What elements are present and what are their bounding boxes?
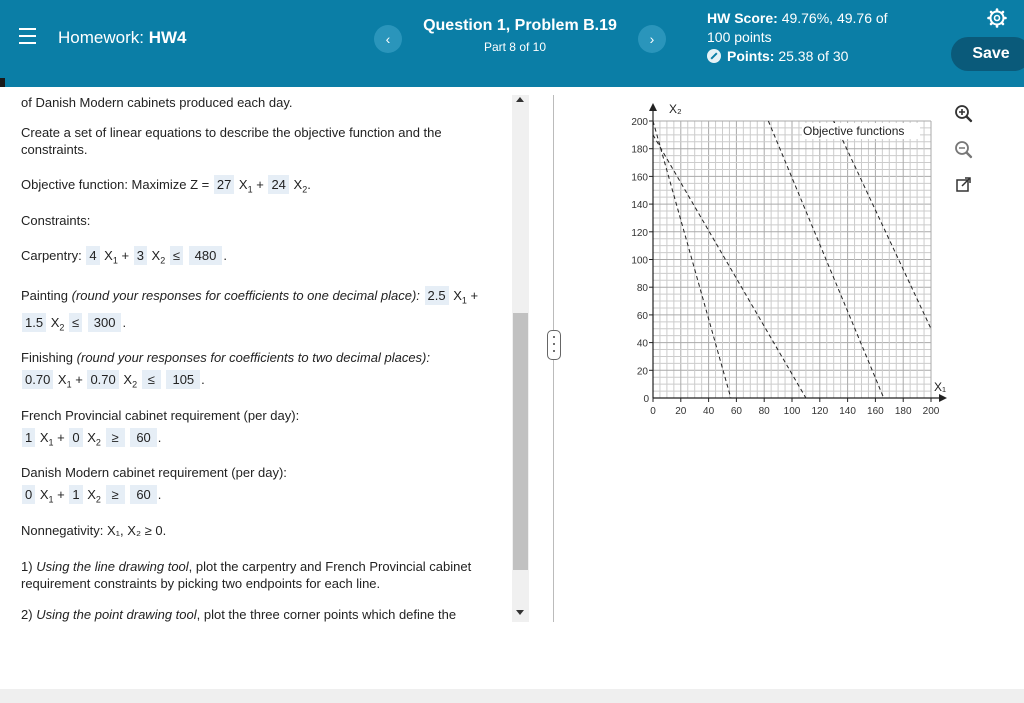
menu-icon[interactable] — [19, 28, 36, 44]
carpentry-label: Carpentry: — [21, 248, 82, 263]
pane-resize-handle[interactable] — [547, 330, 561, 360]
step2-emphasis: Using the point drawing tool — [36, 607, 197, 622]
y-axis-label: X₂ — [669, 102, 682, 116]
homework-name: HW4 — [148, 28, 187, 47]
y-tick-label: 160 — [631, 172, 648, 184]
finishing-label-line — [21, 349, 501, 366]
y-tick-label: 20 — [636, 366, 648, 378]
instruction-1 — [21, 558, 501, 592]
zoom-in-icon[interactable] — [953, 103, 975, 125]
y-axis-arrow-icon — [649, 103, 657, 111]
french-label: French Provincial cabinet requirement (per day): — [21, 408, 300, 423]
dm-relation[interactable]: ≥ — [106, 485, 125, 504]
bottom-bar — [0, 689, 1024, 703]
fin-relation[interactable]: ≤ — [142, 370, 161, 389]
x-axis-arrow-icon — [939, 394, 947, 402]
y-tick-label: 200 — [631, 117, 648, 128]
x-tick-label: 100 — [783, 406, 801, 417]
paint-coef-1[interactable]: 2.5 — [425, 286, 449, 305]
constraints-label: Constraints: — [21, 213, 91, 228]
carpentry-constraint: Carpentry: 4 $X_1 + 3$ $X_2 \le 480$ . — [21, 248, 227, 266]
objective-function: Objective function: Maximize Z = 27 $X_1 + 24$ $X_2$. — [21, 177, 311, 195]
x-tick-label: 0 — [650, 406, 656, 417]
partial-credit-icon — [707, 49, 721, 63]
finishing-label: Finishing — [21, 350, 74, 365]
question-pane — [0, 87, 512, 627]
step2-num: 2) — [21, 607, 33, 622]
legend-objective-functions: Objective functions — [803, 124, 905, 138]
dm-coef-1[interactable]: 0 — [22, 485, 35, 504]
zoom-out-icon[interactable] — [953, 139, 975, 161]
graph-area[interactable] — [620, 95, 950, 425]
x-tick-label: 60 — [730, 406, 742, 417]
fin-coef-2[interactable]: 0.70 — [87, 370, 118, 389]
hw-score — [707, 9, 888, 47]
dm-rhs[interactable]: 60 — [130, 485, 156, 504]
prev-question-button[interactable]: ‹ — [374, 25, 402, 53]
x-tick-label: 20 — [675, 406, 687, 417]
save-button[interactable]: Save — [951, 37, 1024, 71]
obj-coef-1[interactable]: 27 — [214, 175, 234, 194]
homework-prefix: Homework: — [58, 28, 144, 47]
grid — [653, 121, 931, 398]
question-intro: Create a set of linear equations to describe the objective function and the constraints. — [21, 125, 442, 157]
question-title: Question 1, Problem B.19 — [423, 17, 617, 34]
hw-score-label: HW Score: — [707, 10, 778, 26]
y-tick-label: 40 — [636, 338, 648, 350]
y-tick-label: 60 — [636, 310, 648, 322]
carp-coef-2[interactable]: 3 — [134, 246, 147, 265]
danish-constraint: 0 $X_1 + 1$ $X_2 \ge 60$ . — [21, 485, 501, 509]
fr-coef-2[interactable]: 0 — [69, 428, 82, 447]
danish-label: Danish Modern cabinet requirement (per day): — [21, 465, 287, 480]
question-text-top: of Danish Modern cabinets produced each day. — [21, 95, 293, 110]
fr-rhs[interactable]: 60 — [130, 428, 156, 447]
carp-relation[interactable]: ≤ — [170, 246, 183, 265]
y-tick-label: 80 — [636, 283, 648, 295]
step1-rest: , plot the carpentry and French Provincial cabinet requirement constraints by picking two endpoints for each line. — [21, 559, 472, 591]
instruction-2 — [21, 606, 501, 623]
finishing-note: (round your responses for coefficients to two decimal places): — [76, 350, 430, 365]
fr-relation[interactable]: ≥ — [106, 428, 125, 447]
popout-icon[interactable] — [953, 174, 975, 196]
top-bar — [0, 0, 1024, 87]
dm-coef-2[interactable]: 1 — [69, 485, 82, 504]
x-axis-label: X₁ — [934, 380, 947, 394]
paint-rhs[interactable]: 300 — [88, 313, 122, 332]
nonnegativity: Nonnegativity: X₁, X₂ ≥ 0. — [21, 523, 167, 538]
y-tick-label: 100 — [631, 255, 648, 267]
settings-gear-icon[interactable] — [987, 8, 1007, 28]
paint-relation[interactable]: ≤ — [69, 313, 82, 332]
paint-coef-2[interactable]: 1.5 — [22, 313, 46, 332]
homework-title[interactable] — [58, 28, 186, 48]
x-tick-label: 200 — [922, 406, 940, 417]
points-label: Points: — [727, 48, 775, 64]
obj-coef-2[interactable]: 24 — [268, 175, 288, 194]
x-tick-label: 120 — [811, 406, 829, 417]
french-constraint: 1 $X_1 + 0$ $X_2 \ge 60$ . — [21, 428, 501, 452]
y-tick-label: 180 — [631, 144, 648, 156]
next-question-button[interactable]: › — [638, 25, 666, 53]
step1-emphasis: Using the line drawing tool — [36, 559, 189, 574]
step1-num: 1) — [21, 559, 33, 574]
scroll-down-arrow-icon[interactable] — [516, 610, 524, 615]
x-tick-label: 40 — [703, 406, 715, 417]
x-tick-label: 180 — [894, 406, 912, 417]
painting-constraint-line1: Painting (round your responses for coefficients to one decimal place): 2.5 $X_1$ + — [21, 288, 479, 306]
painting-label: Painting — [21, 288, 68, 303]
painting-note: (round your responses for coefficients to one decimal place): — [71, 288, 420, 303]
finishing-constraint: 0.70 $X_1 + 0.70$ $X_2 \le 105$ . — [21, 370, 501, 394]
fin-rhs[interactable]: 105 — [166, 370, 200, 389]
y-tick-label: 0 — [643, 394, 649, 405]
hw-score-points: 100 points — [707, 29, 772, 45]
step2-rest: , plot the three corner points which define the — [196, 607, 457, 622]
scrollbar-thumb[interactable] — [513, 313, 528, 570]
carp-coef-1[interactable]: 4 — [86, 246, 99, 265]
x-tick-label: 80 — [758, 406, 770, 417]
x-tick-label: 160 — [867, 406, 884, 417]
question-part: Part 8 of 10 — [483, 40, 547, 54]
fin-coef-1[interactable]: 0.70 — [22, 370, 53, 389]
painting-constraint-line2: 1.5 $X_2 \le 300$ . — [21, 313, 501, 337]
objective-prefix: Objective function: Maximize Z = — [21, 177, 210, 192]
fr-coef-1[interactable]: 1 — [22, 428, 35, 447]
corner-mark — [0, 78, 5, 87]
carp-rhs[interactable]: 480 — [189, 246, 223, 265]
points-display — [707, 48, 848, 64]
x-tick-label: 140 — [839, 406, 856, 417]
points-value: 25.38 of 30 — [778, 48, 849, 64]
y-tick-label: 120 — [631, 227, 648, 239]
hw-score-value: 49.76%, 49.76 of — [781, 10, 888, 26]
y-tick-label: 140 — [631, 200, 648, 212]
scroll-up-arrow-icon[interactable] — [516, 97, 524, 102]
